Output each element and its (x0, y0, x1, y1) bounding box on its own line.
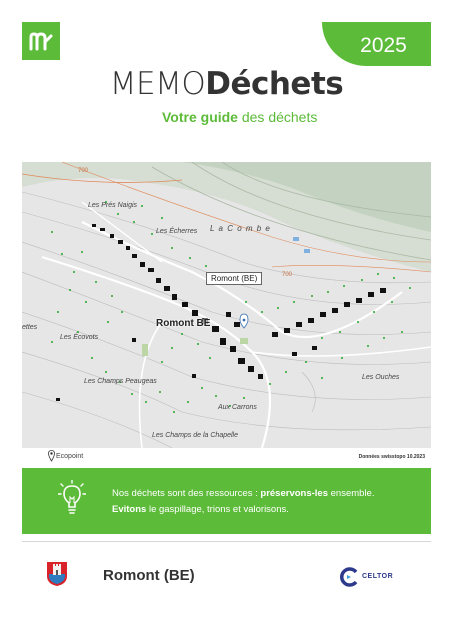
app-logo (22, 22, 60, 60)
subtitle-bold: Votre guide (162, 109, 238, 125)
footer-divider (22, 541, 431, 542)
lightbulb-icon (58, 480, 86, 516)
partner-name: CELTOR (362, 573, 394, 580)
banner-text: le gaspillage, trions et valorisons. (146, 504, 289, 515)
town-label: Romont BE (156, 318, 211, 329)
banner-line-1 (112, 488, 374, 499)
map-place-label: Les Ouches (362, 374, 400, 381)
banner-text: Nos déchets sont des ressources : (112, 488, 261, 499)
map-place-label: Les Écherres (156, 228, 198, 235)
subtitle-rest: des déchets (237, 109, 318, 125)
commune-name: Romont (BE) (103, 567, 195, 584)
map-place-label: Les Champs de la Chapelle (152, 432, 238, 439)
legend-label: Ecopoint (56, 453, 84, 460)
contour-label: 700 (282, 272, 293, 278)
title-bold: Déchets (205, 66, 344, 102)
page-title (0, 66, 453, 102)
map-place-label: ettes (22, 324, 38, 331)
year-badge: 2025 (322, 22, 431, 66)
banner-emphasis: Evitons (112, 504, 147, 515)
map-place-label: Les Écovots (60, 334, 99, 341)
map-place-label: Les Champs Peaugeas (84, 378, 157, 385)
celtor-logo-icon (338, 566, 360, 588)
map-legend (22, 448, 431, 469)
title-light: MEMO (109, 66, 206, 102)
village-map[interactable] (22, 162, 431, 448)
message-banner (22, 468, 431, 534)
map-source: Données swisstopo 10.2023 (358, 454, 425, 460)
memo-logo-icon (22, 22, 60, 60)
town-tag: Romont (BE) (206, 272, 262, 285)
subtitle (162, 109, 317, 125)
ecopoint-pin-icon (48, 450, 55, 462)
banner-text: ensemble. (327, 488, 375, 499)
map-place-label: Aux Carrons (218, 404, 257, 411)
map-place-label: L a C o m b e (210, 224, 271, 233)
banner-line-2 (112, 504, 289, 515)
map-place-label: Les Prés Naigis (88, 202, 138, 209)
contour-label: 700 (78, 168, 89, 174)
commune-crest-icon (47, 562, 67, 586)
banner-emphasis: préservons-les (260, 488, 328, 499)
